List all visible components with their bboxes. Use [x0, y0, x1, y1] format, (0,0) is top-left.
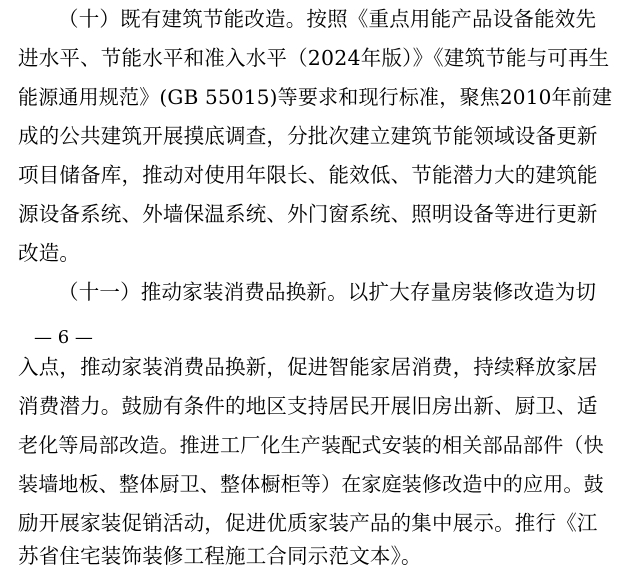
- paragraph-11-line-1: （十一）推动家装消费品换新。以扩大存量房装修改造为切: [58, 280, 597, 304]
- paragraph-10-line-4: 成的公共建筑开展摸底调查，分批次建立建筑节能领域设备更新: [18, 124, 598, 148]
- paragraph-10-line-2: 进水平、节能水平和准入水平（2024年版）》《建筑节能与可再生: [18, 46, 610, 70]
- paragraph-11-line-2: 入点，推动家装消费品换新，促进智能家居消费，持续释放家居: [18, 355, 598, 379]
- paragraph-11-line-5: 装墙地板、整体厨卫、整体橱柜等）在家庭装修改造中的应用。鼓: [18, 472, 604, 496]
- paragraph-10-line-1: （十）既有建筑节能改造。按照《重点用能产品设备能效先: [58, 7, 597, 31]
- paragraph-11-line-3: 消费潜力。鼓励有条件的地区支持居民开展旧房出新、厨卫、适: [18, 394, 598, 418]
- paragraph-11-line-7: 苏省住宅装饰装修工程施工合同示范文本》。: [18, 544, 422, 568]
- paragraph-10-line-3: 能源通用规范》(GB 55015)等要求和现行标准，聚焦2010年前建: [18, 85, 613, 109]
- paragraph-11-line-6: 励开展家装促销活动，促进优质家装产品的集中展示。推行《江: [18, 511, 598, 535]
- page-number: — 6 —: [34, 327, 93, 348]
- paragraph-10-line-6: 源设备系统、外墙保温系统、外门窗系统、照明设备等进行更新: [18, 202, 598, 226]
- paragraph-10-line-5: 项目储备库，推动对使用年限长、能效低、节能潜力大的建筑能: [18, 163, 598, 187]
- paragraph-10-line-7: 改造。: [18, 241, 81, 265]
- paragraph-11-line-4: 老化等局部改造。推进工厂化生产装配式安装的相关部品部件（快: [18, 433, 604, 457]
